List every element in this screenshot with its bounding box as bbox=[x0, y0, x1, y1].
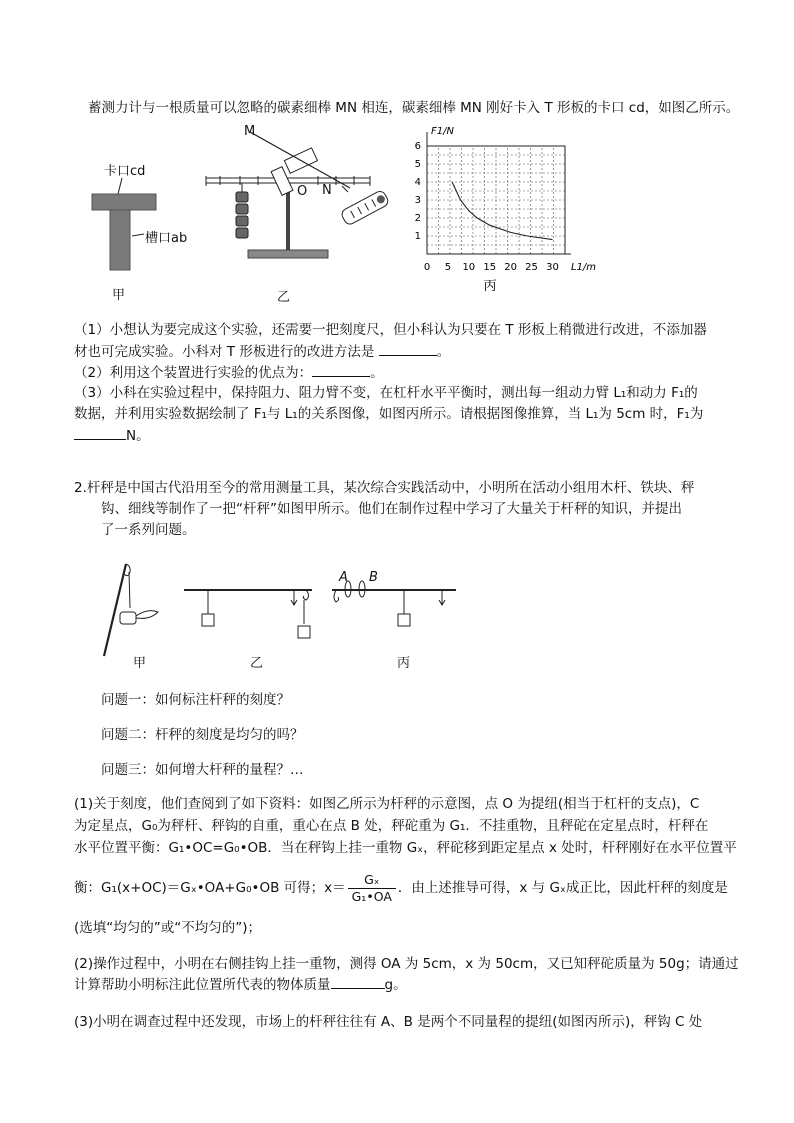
label-M: M bbox=[244, 124, 256, 139]
series-curve bbox=[452, 182, 552, 240]
steelyard-caption-yi: 乙 bbox=[250, 656, 264, 671]
q1-part1-text: 材也可完成实验。小科对 T 形板进行的改进方法是 bbox=[74, 344, 379, 360]
x-tick-label: 15 bbox=[483, 262, 497, 273]
q1-part1-line-b bbox=[74, 341, 450, 362]
t-board-top bbox=[92, 194, 156, 210]
answer-blank-2[interactable] bbox=[312, 362, 370, 377]
label-O: O bbox=[297, 184, 308, 199]
q2-line-3: 了一系列问题。 bbox=[101, 522, 196, 538]
q2-line-2: 钩、细线等制作了一把“杆秤”如图甲所示。他们在制作过程中学习了大量关于杆秤的知识，并提出 bbox=[101, 501, 682, 517]
x-tick-label: 25 bbox=[525, 262, 538, 273]
q1-part1-line-a: （1）小想认为要完成这个实验，还需要一把刻度尺，但小科认为只要在 T 形板上稍微进行改进，不添加器 bbox=[74, 322, 707, 338]
hanging-weights bbox=[236, 192, 248, 238]
formula-fraction bbox=[348, 872, 396, 905]
formula-prefix: 衡：G₁(x+OC)＝Gₓ•OA+G₀•OB 可得；x＝ bbox=[74, 880, 346, 896]
formula-numerator: Gₓ bbox=[348, 872, 396, 889]
q2-s1-line-e: (选填“均匀的”或“不均匀的”)； bbox=[74, 920, 262, 936]
caption-jia: 甲 bbox=[112, 288, 126, 303]
steelyard-caption-jia: 甲 bbox=[133, 656, 147, 671]
chart-caption: 丙 bbox=[483, 279, 497, 294]
q2-s1-line-c: 水平位置平衡：G₁•OC=G₀•OB．当在秤钩上挂一重物 Gₓ，秤砣移到距定星点 x 处时，杆秤刚好在水平位置平 bbox=[74, 840, 737, 856]
question-two: 问题二：杆秤的刻度是均匀的吗？ bbox=[101, 727, 304, 743]
q1-part3-line-a: （3）小科在实验过程中，保持阻力、阻力臂不变，在杠杆水平平衡时，测出每一组动力臂 L₁和动力 F₁的 bbox=[74, 385, 698, 401]
formula-denominator: G₁•OA bbox=[351, 888, 392, 904]
x-tick-label: 30 bbox=[546, 262, 559, 273]
spring-scale bbox=[340, 189, 390, 226]
q2-s1-line-b: 为定星点，G₀为秤杆、秤钩的自重，重心在点 B 处，秤砣重为 G₁．不挂重物，且秤砣在定星点时，杆秤在 bbox=[74, 818, 709, 834]
x-tick-label: 0 bbox=[423, 262, 431, 273]
caption-yi: 乙 bbox=[277, 290, 291, 305]
y-tick-label: 1 bbox=[414, 231, 421, 242]
q1-part3-line-c bbox=[74, 425, 150, 446]
q1-part3-end: N。 bbox=[126, 428, 150, 444]
y-tick-label: 5 bbox=[414, 159, 421, 170]
q2-s2-line-a: (2)操作过程中，小明在右侧挂钩上挂一重物，测得 OA 为 5cm，x 为 50cm，又已知秤砣质量为 50g；请通过 bbox=[74, 956, 739, 972]
lever-apparatus-figure bbox=[200, 124, 400, 274]
y-tick-label: 4 bbox=[414, 177, 421, 188]
label-caokou: 槽口ab bbox=[145, 231, 188, 246]
t-board-stem bbox=[110, 210, 130, 270]
q2-s2-end: g。 bbox=[384, 977, 407, 993]
q1-part3-line-b: 数据，并利用实验数据绘制了 F₁与 L₁的关系图像，如图丙所示。请根据图像推算，当 L₁为 5cm 时，F₁为 bbox=[74, 406, 704, 422]
formula-suffix: ．由上述推导可得，x 与 Gₓ成正比，因此杆秤的刻度是 bbox=[397, 880, 728, 896]
y-tick-label: 2 bbox=[414, 213, 421, 224]
steelyard-figures bbox=[96, 560, 476, 670]
steelyard-label-A: A bbox=[339, 570, 348, 585]
steelyard-weight bbox=[120, 612, 136, 624]
f1-l1-chart bbox=[405, 122, 605, 292]
q2-line-1: 2.杆秤是中国古代沿用至今的常用测量工具，某次综合实践活动中，小明所在活动小组用木杆、铁块、秤 bbox=[74, 480, 695, 496]
q2-s1-line-a: (1)关于刻度，他们查阅到了如下资料：如图乙所示为杆秤的示意图，点 O 为提纽(相当于杠杆的支点)，C bbox=[74, 796, 700, 812]
y-axis-label: F1/N bbox=[431, 126, 454, 137]
steelyard-caption-bing: 丙 bbox=[397, 656, 411, 671]
q1-part1-end: 。 bbox=[436, 344, 451, 360]
t-board-figure bbox=[80, 170, 200, 280]
x-axis-label: L1/m bbox=[571, 262, 597, 273]
q2-s1-line-d bbox=[74, 868, 728, 908]
q1-part2-end: 。 bbox=[370, 365, 384, 381]
answer-blank-1[interactable] bbox=[379, 341, 437, 356]
y-tick-label: 6 bbox=[414, 141, 421, 152]
q2-s2-text: 计算帮助小明标注此位置所代表的物体质量 bbox=[74, 977, 331, 993]
q1-part2-line bbox=[74, 362, 384, 383]
answer-blank-3[interactable] bbox=[74, 425, 126, 440]
label-kakou: 卡口cd bbox=[104, 164, 146, 179]
question-one: 问题一：如何标注杆秤的刻度？ bbox=[101, 692, 290, 708]
answer-blank-4[interactable] bbox=[331, 974, 385, 989]
steelyard-label-B: B bbox=[369, 570, 378, 585]
q1-part2-text: （2）利用这个装置进行实验的优点为： bbox=[74, 365, 313, 381]
q2-s2-line-b bbox=[74, 974, 407, 995]
x-tick-label: 5 bbox=[444, 262, 452, 273]
question-three: 问题三：如何增大杆秤的量程？… bbox=[101, 762, 304, 778]
x-tick-label: 10 bbox=[462, 262, 476, 273]
q2-s3-line: (3)小明在调查过程中还发现，市场上的杆秤往往有 A、B 是两个不同量程的提纽(如图丙所示)，秤钩 C 处 bbox=[74, 1014, 703, 1030]
x-tick-label: 20 bbox=[504, 262, 518, 273]
intro-line: 蓄测力计与一根质量可以忽略的碳素细棒 MN 相连，碳素细棒 MN 刚好卡入 T 形板的卡口 cd，如图乙所示。 bbox=[88, 100, 740, 116]
y-tick-label: 3 bbox=[414, 195, 421, 206]
label-N: N bbox=[322, 183, 332, 198]
stand-base bbox=[248, 250, 328, 258]
steelyard-stick bbox=[104, 564, 126, 656]
